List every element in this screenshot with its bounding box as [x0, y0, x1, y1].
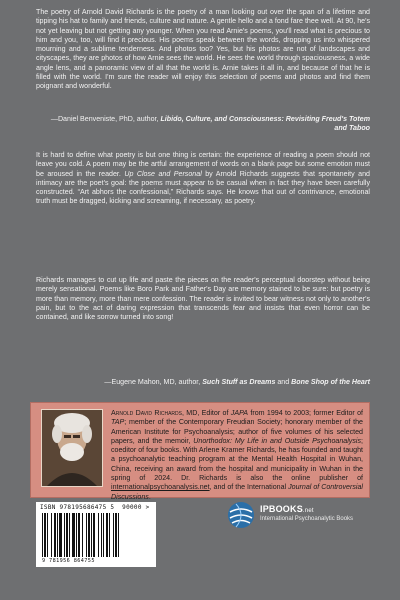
publisher-name [260, 504, 314, 514]
barcode-bar [91, 513, 92, 557]
barcode-bar [82, 513, 83, 557]
review-mahon-paragraph-2: Richards manages to cut up life and paste the pieces on the reader's perceptual doorstep without being merely sensational. Poems like Boro Park and Father's Day are memory stained to be sure: but poetry is more than memory, more than mere confession. The reader is invited to bear witness not only to another's pain, but to the act of daring expression that transcends fear and insists that even horror can be contained, and like sorrow turned into song! [36, 276, 370, 322]
barcode-bar [106, 513, 108, 557]
author-portrait-icon [42, 410, 102, 486]
barcode-bar [44, 513, 46, 557]
isbn-header [40, 504, 152, 511]
barcode-bar [86, 513, 87, 557]
publisher-name-text: IPBOOKS [260, 504, 303, 514]
barcode-bars [42, 513, 150, 557]
bio-text: , MD, Editor of [181, 409, 231, 417]
review-text: It is hard to define what poetry is but one thing is certain: the experience of reading a poem should not leave you cold. A poem may be the artful arrangement of words on a blank page but some emotion must be aroused in the reader. [36, 151, 370, 178]
attribution-book-title: Bone Shop of the Heart [291, 378, 370, 386]
attribution-author: —Daniel Benveniste, PhD, author, [50, 115, 161, 123]
barcode-bar [59, 513, 62, 557]
barcode-bar [57, 513, 58, 557]
barcode-bar [51, 513, 52, 557]
bio-text: ; coeditor of four books. With Arlene Kramer Richards, he has founded and taught a psychoanalytic teaching program at the Mental Health Hospital in Wuhan, China, receiving an award from the hospital and municipality in Wuhan in the spring of 2024. Dr. Richards is also the online publisher of [111, 436, 363, 483]
review-mahon-paragraph-1 [36, 151, 370, 207]
attribution-conjunction: and [275, 378, 292, 386]
barcode-bar [109, 513, 110, 557]
barcode-bar [115, 513, 117, 557]
barcode-bar [64, 513, 65, 557]
barcode-bar [98, 513, 99, 557]
barcode-bar [76, 513, 77, 557]
barcode-bar [93, 513, 95, 557]
bio-text: from 1994 to 2003; former Editor of [248, 409, 364, 417]
barcode-bar [54, 513, 56, 557]
isbn-number: ISBN 978195686475 5 [40, 504, 115, 511]
barcode-bar [78, 513, 80, 557]
author-photo [41, 409, 103, 487]
bio-text: ; member of the Contemporary Freudian Society; honorary member of the American Institute for Psychoanalysis; author of five volumes of his selected papers, and the memoir, [111, 418, 363, 445]
journal-title: Journal of Controversial Discussions [111, 483, 363, 501]
barcode-bar [103, 513, 104, 557]
publisher-logo [226, 500, 366, 536]
review-benveniste: The poetry of Arnold David Richards is the poetry of a man looking out over the span of a lifetime and tipping his hat to family and friends, culture and nature. A gentle hello and a fond fare thee well. At 90, he's not yet leaving but not getting any younger. When you read Arnie's poems, you'll read what is precious to him and you, too, will find it precious. His poems speak between the words, dropping us into whispered mourning and a sublime tenderness. And photos too? Yes, but his photos are not of landscapes and cityscapes, they are photos of how Arnie sees the world. He sees the world through spaciousness, a wide angle lens, and a panoramic view of all that the world is. Arnie takes it all in, and because of that he is filled with the world. I'm sure the reader will enjoy this selection of poems and photos and find them poignant and wonderful. [36, 8, 370, 91]
barcode-bar [101, 513, 102, 557]
barcode-bar [47, 513, 48, 557]
review-benveniste-attribution [40, 115, 370, 134]
attribution-author: —Eugene Mahon, MD, author, [104, 378, 203, 386]
bio-text: . [148, 492, 151, 501]
journal-title: TAP [111, 418, 125, 427]
barcode-bar [113, 513, 114, 557]
isbn-digits: 9 781956 864755 [42, 558, 95, 564]
author-bio-box [30, 402, 370, 501]
barcode-bar [72, 513, 75, 557]
attribution-book-title: Such Stuff as Dreams [202, 378, 276, 386]
book-title: Up Close and Personal [124, 169, 202, 178]
isbn-barcode [36, 502, 156, 567]
review-mahon-attribution [40, 378, 370, 387]
memoir-title: Unorthodox: My Life in and Outside Psychoanalysis [193, 436, 362, 445]
publisher-globe-icon [226, 500, 256, 530]
price-code: 90000 > [122, 504, 150, 511]
bio-text: , and of the International [209, 483, 289, 492]
barcode-bar [69, 513, 70, 557]
website-link[interactable]: internationalpsychoanalysis.net [111, 483, 210, 492]
barcode-bar [66, 513, 68, 557]
attribution-book-title: Libido, Culture, and Consciousness: Revisiting Freud's Totem and Taboo [160, 115, 370, 133]
author-bio-text [111, 409, 363, 502]
barcode-bar [88, 513, 90, 557]
barcode-bar [118, 513, 119, 557]
review-text: by Arnold Richards suggests that spontaneity and intimacy are the poet's goal: the poems must appear to be casual when in fact they have been carefully constructed. “Art abhors the confessional,” Richards says. He knows that out of contrivance, emotional truth must be dragged, kicking and screaming, if necessary, as poetry. [36, 169, 370, 206]
author-name: Arnold David Richards [111, 409, 182, 417]
journal-title: JAPA [230, 409, 249, 417]
publisher-tagline: International Psychoanalytic Books [260, 516, 354, 522]
barcode-bar [42, 513, 43, 557]
publisher-suffix: .net [302, 508, 314, 514]
